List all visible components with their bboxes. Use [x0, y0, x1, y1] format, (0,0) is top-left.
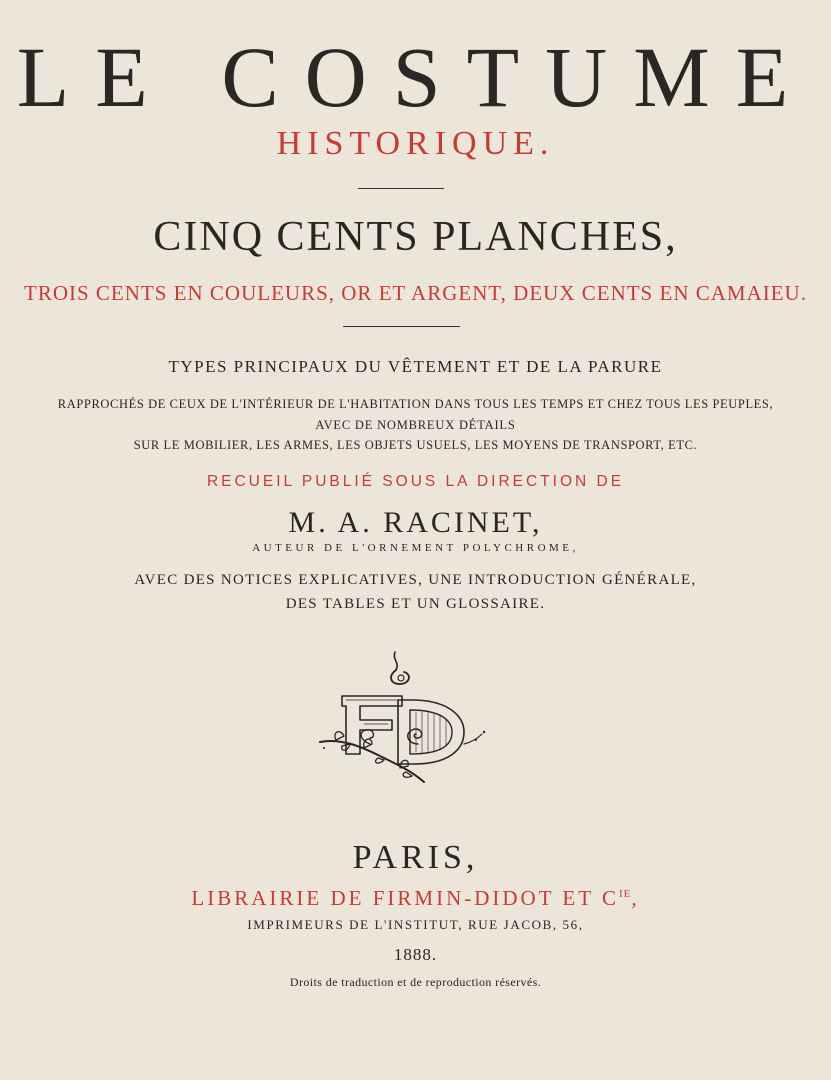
notes-line: AVEC DES NOTICES EXPLICATIVES, UNE INTRODUCTION GÉNÉRALE, — [134, 572, 697, 588]
firmin-didot-monogram-icon — [300, 648, 490, 788]
imprint-publisher — [0, 880, 831, 912]
plates-detail: TROIS CENTS EN COULEURS, OR ET ARGENT, DEUX CENTS EN CAMAIEU. — [24, 281, 807, 305]
divider-rule — [358, 188, 444, 189]
editor-intro: RECUEIL PUBLIÉ SOUS LA DIRECTION DE — [206, 473, 625, 490]
notes-line: DES TABLES ET UN GLOSSAIRE. — [285, 596, 546, 612]
publisher-suffix: IE — [618, 888, 632, 900]
description-line: SUR LE MOBILIER, LES ARMES, LES OBJETS USUELS, LES MOYENS DE TRANSPORT, ETC. — [133, 438, 698, 452]
publisher-comma: , — [631, 886, 640, 910]
plates-heading: CINQ CENTS PLANCHES, — [153, 214, 678, 260]
rights-notice: Droits de traduction et de reproduction réservés. — [289, 975, 542, 989]
subtitle: HISTORIQUE. — [276, 125, 555, 162]
imprint-address: IMPRIMEURS DE L'INSTITUT, RUE JACOB, 56, — [247, 917, 584, 932]
editor-credit: AUTEUR DE L'ORNEMENT POLYCHROME, — [252, 542, 579, 554]
imprint-year: 1888. — [393, 945, 438, 964]
imprint-city: PARIS, — [352, 839, 479, 876]
publisher-name: LIBRAIRIE DE FIRMIN-DIDOT ET C — [191, 886, 619, 910]
description-line: AVEC DE NOMBREUX DÉTAILS — [315, 418, 516, 432]
divider-rule — [343, 326, 460, 327]
editor-name: M. A. RACINET, — [288, 506, 543, 539]
main-title: LE COSTUME — [16, 29, 815, 125]
description-heading: TYPES PRINCIPAUX DU VÊTEMENT ET DE LA PARURE — [168, 357, 663, 376]
description-line: RAPPROCHÉS DE CEUX DE L'INTÉRIEUR DE L'HABITATION DANS TOUS LES TEMPS ET CHEZ TOUS LES PEUPLES, — [57, 397, 774, 411]
